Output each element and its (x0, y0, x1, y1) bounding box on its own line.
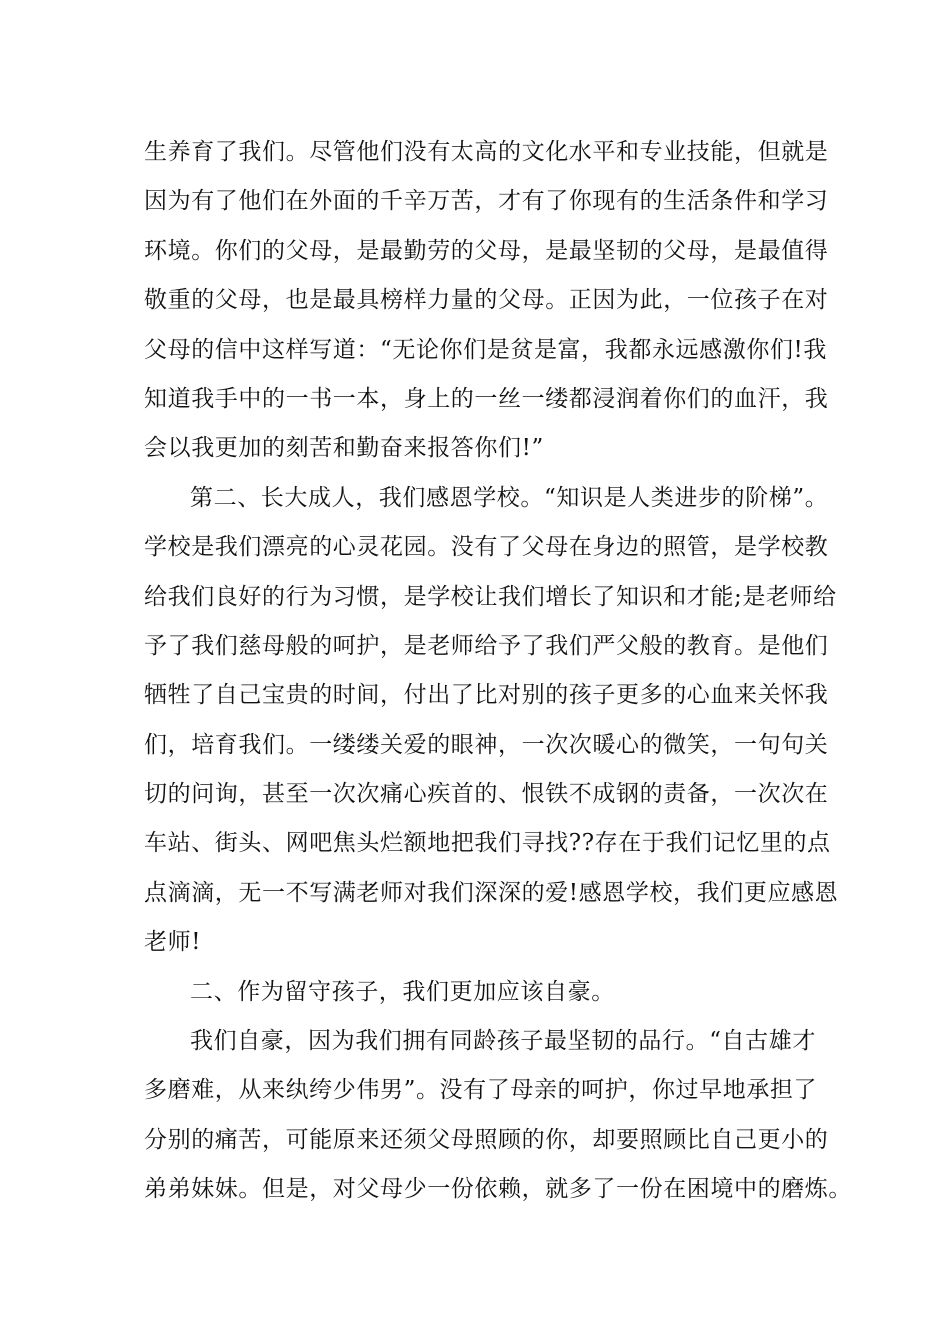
text-line: 二、作为留守孩子，我们更加应该自豪。 (190, 978, 615, 1005)
text-line: 因为有了他们在外面的千辛万苦，才有了你现有的生活条件和学习 (144, 188, 829, 215)
text-line: 予了我们慈母般的呵护，是老师给予了我们严父般的教育。是他们 (144, 632, 829, 659)
text-line: 学校是我们漂亮的心灵花园。没有了父母在身边的照管，是学校教 (144, 534, 829, 561)
text-line: 牺牲了自己宝贵的时间，付出了比对别的孩子更多的心血来关怀我 (144, 682, 829, 709)
text-line: 车站、街头、网吧焦头烂额地把我们寻找??存在于我们记忆里的点 (144, 830, 831, 857)
text-line: 生养育了我们。尽管他们没有太高的文化水平和专业技能，但就是 (144, 139, 829, 165)
body-text (144, 128, 852, 1215)
text-line: 们，培育我们。一缕缕关爱的眼神，一次次暖心的微笑，一句句关 (144, 731, 829, 758)
text-line: 给我们良好的行为习惯，是学校让我们增长了知识和才能;是老师给 (144, 583, 837, 610)
text-line: 老师! (144, 929, 202, 956)
text-line: 敬重的父母，也是最具榜样力量的父母。正因为此，一位孩子在对 (144, 287, 829, 314)
text-line: 多磨难，从来纨绔少伟男”。没有了母亲的呵护，你过早地承担了 (144, 1077, 818, 1104)
text-line: 环境。你们的父母，是最勤劳的父母，是最坚韧的父母，是最值得 (144, 237, 829, 264)
text-line: 知道我手中的一书一本，身上的一丝一缕都浸润着你们的血汗，我 (144, 385, 829, 412)
text-line: 弟弟妹妹。但是，对父母少一份依赖，就多了一份在困境中的磨炼。 (144, 1176, 852, 1203)
text-line: 第二、长大成人，我们感恩学校。“知识是人类进步的阶梯”。 (190, 484, 829, 511)
text-line: 父母的信中这样写道：“无论你们是贫是富，我都永远感激你们!我 (144, 336, 828, 363)
text-line: 点滴滴，无一不写满老师对我们深深的爱!感恩学校，我们更应感恩 (144, 879, 839, 906)
text-line: 会以我更加的刻苦和勤奋来报答你们!” (144, 435, 544, 462)
text-line: 分别的痛苦，可能原来还须父母照顾的你，却要照顾比自己更小的 (144, 1126, 829, 1153)
text-line: 切的问询，甚至一次次痛心疾首的、恨铁不成钢的责备，一次次在 (144, 781, 829, 808)
text-line: 我们自豪，因为我们拥有同龄孩子最坚韧的品行。“自古雄才 (190, 1028, 816, 1055)
